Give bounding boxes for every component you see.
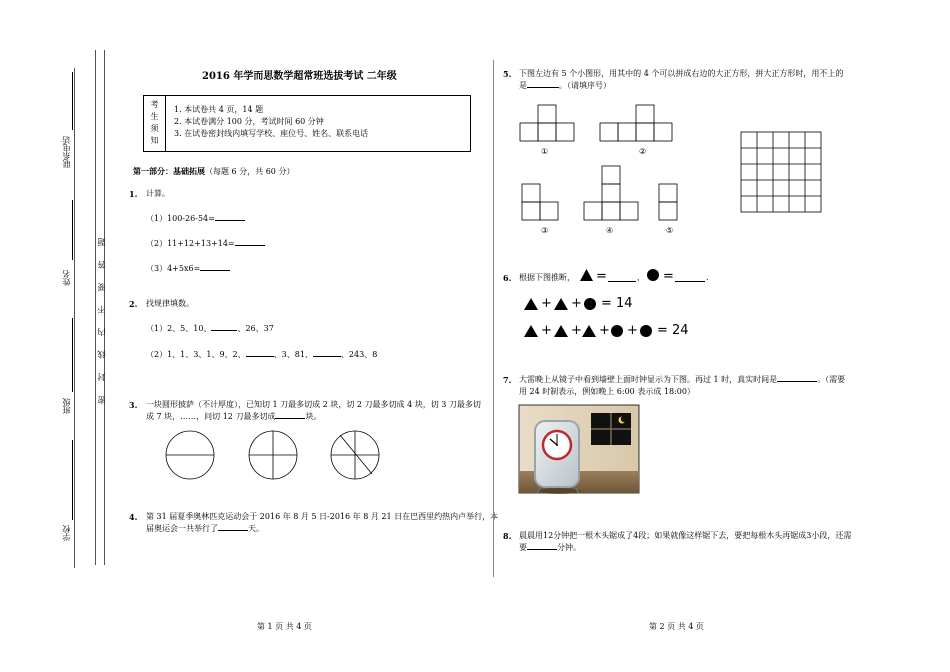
q6-blank-2 — [675, 281, 705, 282]
shape-2 — [600, 105, 672, 141]
q2-sequence-1: （1）2、5、10、 、26、37 — [146, 324, 274, 333]
pizza-one-cut — [166, 431, 214, 479]
part1-heading — [133, 165, 294, 178]
triangle-icon — [580, 269, 593, 281]
notice-label-char: 考 — [150, 100, 159, 109]
eq2-triangle-icon — [554, 325, 568, 337]
name-field-line — [72, 200, 73, 260]
q7-line-1: 大雷晚上从镜子中看到墙壁上面时钟显示为下图。再过 1 时，真实时间是 。（需要 — [519, 375, 846, 384]
q8-line-2: 要 分钟。 — [519, 543, 581, 552]
page-divider — [493, 60, 494, 577]
notice-item: 3. 在试卷密封线内填写学校、座位号、姓名、联系电话 — [174, 129, 369, 138]
page-footer-left: 第 1 页 共 4 页 — [257, 622, 312, 631]
q1-item-1: （1）100-26-54= — [146, 213, 245, 225]
notice-item: 2. 本试卷满分 100 分，考试时间 60 分钟 — [174, 117, 324, 126]
q5-line-2: 是 。（请填序号） — [519, 81, 611, 90]
school-field-label: 学校 — [62, 525, 71, 541]
shape-label-3: ③ — [541, 226, 549, 235]
eq2-plus: + — [571, 323, 582, 338]
notice-label-char: 知 — [150, 136, 159, 145]
q7-line-2: 用 24 时制表示，例如晚上 6:00 表示成 18:00） — [519, 387, 695, 396]
shape-5 — [659, 184, 677, 220]
eq2-result: = 24 — [657, 323, 689, 338]
eq1-circle-icon — [584, 298, 596, 310]
eq1-triangle-icon — [524, 298, 538, 310]
notice-label-cell — [144, 96, 166, 151]
eq2-plus: + — [599, 323, 610, 338]
notice-box — [143, 95, 471, 152]
shape-4 — [584, 166, 638, 220]
q7-number: 7. — [503, 375, 512, 385]
q1-number: 1. — [129, 189, 138, 199]
school-field-line — [72, 440, 73, 520]
eq2-triangle-icon — [524, 325, 538, 337]
q1-text: 计算。 — [146, 189, 170, 198]
q2-number: 2. — [129, 299, 138, 309]
notice-label-char: 生 — [150, 112, 159, 121]
q5-line-1: 下图左边有 5 个小图形，用其中的 4 个可以拼成右边的大正方形，拼大正方形时，用不上的 — [519, 69, 844, 78]
eq1-plus: + — [571, 296, 582, 311]
seal-note: 密 封 线 内 不 要 答 题 — [97, 232, 106, 404]
notice-item: 1. 本试卷共 4 页，14 题 — [174, 105, 264, 114]
shape-3 — [522, 184, 558, 220]
shape-label-2: ② — [639, 147, 647, 156]
part1-title: 第一部分：基础拓展 — [133, 166, 205, 176]
name-field-label: 姓名 — [62, 270, 71, 286]
binding-line-outer — [74, 68, 75, 568]
class-field-label: 班级 — [62, 398, 71, 414]
exam-title: 2016 年学而思数学超常班选拔考试 二年级 — [202, 71, 397, 82]
window-night — [591, 413, 631, 445]
eq2-triangle-icon — [582, 325, 596, 337]
shape-label-1: ① — [541, 147, 549, 156]
part1-note: （每题 6 分，共 60 分） — [205, 167, 295, 176]
pizza-three-cuts — [331, 431, 379, 479]
q6-eq-sign-1: = — [596, 269, 607, 284]
shape-label-5: ⑤ — [666, 226, 674, 235]
shape-label-4: ④ — [606, 226, 614, 235]
phone-field-line — [72, 72, 73, 130]
q6-blank-1 — [608, 281, 636, 282]
pizza-circles-figure — [165, 430, 385, 486]
page-footer-right: 第 2 页 共 4 页 — [649, 622, 704, 631]
notice-label-char: 须 — [150, 124, 159, 133]
q5-shapes-figure — [515, 100, 835, 240]
eq2-plus: + — [627, 323, 638, 338]
q1-item-3: （3）4+5x6= — [146, 263, 230, 275]
pizza-two-cuts — [249, 431, 297, 479]
q2-sequence-2: （2）1、1、3、1、9、2、 、3、81、 、243、8 — [146, 350, 378, 359]
clock-reflection — [543, 431, 571, 459]
q6-comma: ， — [637, 273, 645, 282]
q2-text: 找规律填数。 — [146, 299, 194, 308]
big-square-grid — [741, 132, 821, 212]
eq1-result: = 14 — [601, 296, 633, 311]
eq2-circle-icon — [640, 325, 652, 337]
q6-period: . — [706, 273, 709, 282]
eq2-plus: + — [541, 323, 552, 338]
eq1-triangle-icon — [554, 298, 568, 310]
q4-line-2: 届奥运会一共举行了 天。 — [146, 524, 264, 533]
q6-prompt: 根据下图推断， — [519, 273, 575, 282]
q6-number: 6. — [503, 273, 512, 283]
mirror-clock-scene — [519, 405, 639, 493]
q4-number: 4. — [129, 512, 138, 522]
class-field-line — [72, 318, 73, 392]
q5-number: 5. — [503, 69, 512, 79]
q4-line-1: 第 31 届夏季奥林匹克运动会于 2016 年 8 月 5 日-2016 年 8 月 21 日在巴西里约热内卢举行，本 — [146, 512, 499, 521]
q3-line-2: 成 7 块，……，问切 12 刀最多切成 块。 — [146, 412, 322, 421]
phone-field-label: 联系电话 — [62, 136, 71, 168]
q3-line-1: 一块圆形披萨（不计厚度），已知切 1 刀最多切成 2 块，切 2 刀最多切成 4 块，切 3 刀最多切 — [146, 400, 481, 409]
q6-eq-sign-2: = — [663, 269, 674, 284]
q1-item-2: （2）11+12+13+14= — [146, 238, 265, 250]
q3-number: 3. — [129, 400, 138, 410]
eq1-plus: + — [541, 296, 552, 311]
q8-line-1: 晨晨用12分钟把一根木头锯成了4段；如果就像这样锯下去，要把每根木头再锯成3小段，还需 — [519, 531, 852, 540]
shape-1 — [520, 105, 574, 141]
eq2-circle-icon — [611, 325, 623, 337]
circle-icon — [647, 269, 659, 281]
q8-number: 8. — [503, 531, 512, 541]
